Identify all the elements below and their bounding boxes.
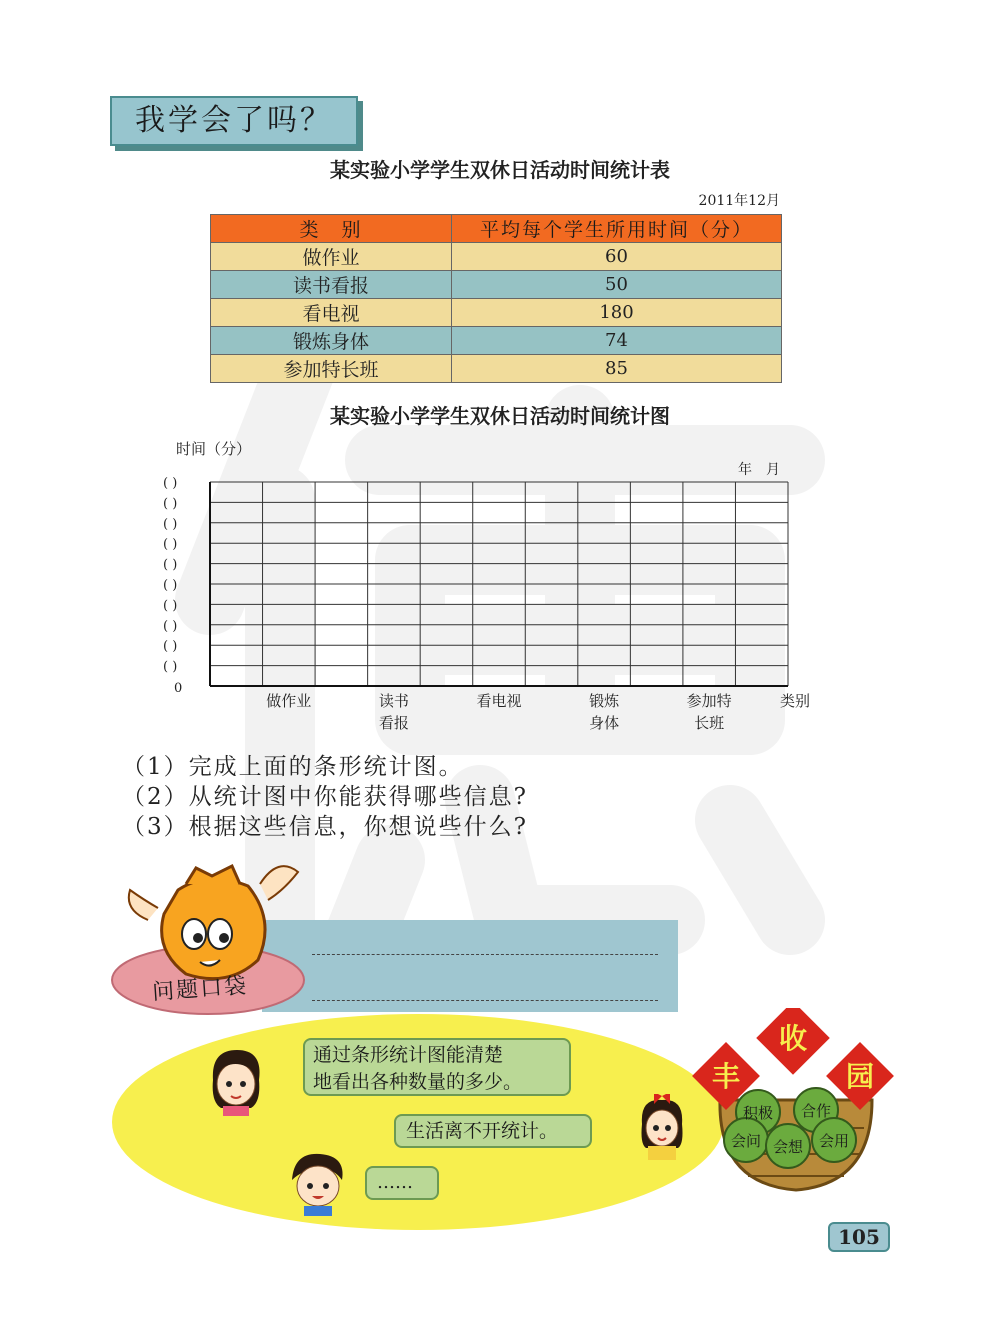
sign-char: 丰	[711, 1060, 741, 1093]
x-category-label: 参加特	[686, 692, 732, 710]
header-category: 类 别	[211, 215, 452, 243]
table-row	[211, 271, 782, 299]
table-row	[211, 243, 782, 271]
hand-icon	[260, 866, 298, 900]
table-title: 某实验小学学生双休日活动时间统计表	[330, 158, 670, 182]
harvest-basket	[688, 1008, 898, 1198]
boy-avatar	[286, 1150, 350, 1216]
question-2: （2）从统计图中你能获得哪些信息?	[122, 784, 528, 810]
girl-avatar	[205, 1046, 267, 1116]
row-minutes: 60	[452, 243, 782, 271]
table-date: 2011年12月	[698, 193, 780, 209]
speech-bubble-1	[303, 1038, 571, 1096]
bubble-line-2: 地看出各种数量的多少。	[313, 1071, 523, 1093]
eye-icon	[208, 919, 232, 949]
y-tick-blank[interactable]: ( )	[163, 618, 178, 634]
sign-char: 园	[845, 1060, 875, 1093]
pocket-top	[186, 866, 240, 884]
hand-icon	[129, 890, 158, 920]
apple-label: 合作	[800, 1102, 832, 1120]
table-row	[211, 299, 782, 327]
y-tick-blank[interactable]: ( )	[163, 476, 178, 491]
answer-line-1[interactable]	[312, 954, 658, 955]
speech-bubble-2: 生活离不开统计。	[394, 1114, 592, 1148]
activity-time-table	[210, 214, 782, 383]
x-category-label: 身体	[589, 714, 620, 732]
apple-label: 会想	[772, 1138, 804, 1156]
y-tick-blank[interactable]: ( )	[163, 639, 178, 655]
bar-chart-grid	[0, 430, 1000, 750]
question-list	[122, 752, 528, 842]
x-axis-label: 类别	[780, 692, 811, 710]
y-tick-blank[interactable]: ( )	[163, 516, 178, 532]
apple-label: 会用	[818, 1132, 850, 1150]
question-3: （3）根据这些信息，你想说些什么?	[122, 814, 528, 840]
y-tick-blank[interactable]: ( )	[163, 537, 178, 553]
x-category-label: 看报	[378, 714, 409, 732]
date-blank: 年 月	[738, 462, 780, 478]
section-title: 我学会了吗？	[110, 96, 358, 146]
table-header-row	[211, 215, 782, 243]
row-category: 看电视	[211, 299, 452, 327]
header-minutes: 平均每个学生所用时间（分）	[452, 215, 782, 243]
y-tick-blank[interactable]: ( )	[163, 578, 178, 593]
speech-bubble-3: ……	[365, 1166, 439, 1200]
x-category-label: 看电视	[476, 692, 522, 710]
zero-tick: 0	[174, 681, 183, 696]
y-tick-blank[interactable]: ( )	[163, 659, 178, 675]
chart-title: 某实验小学学生双休日活动时间统计图	[330, 404, 670, 428]
answer-panel	[262, 920, 678, 1012]
table-row	[211, 327, 782, 355]
row-minutes: 85	[452, 355, 782, 383]
question-1: （1）完成上面的条形统计图。	[122, 754, 464, 780]
y-tick-blank[interactable]: ( )	[163, 598, 178, 614]
x-category-label: 长班	[694, 714, 725, 732]
row-category: 读书看报	[211, 271, 452, 299]
sign-char: 收	[778, 1022, 808, 1055]
y-tick-blank[interactable]: ( )	[163, 496, 178, 512]
x-category-label: 做作业	[266, 692, 312, 710]
bubble-line-1: 通过条形统计图能清楚	[313, 1044, 504, 1066]
girl-avatar-right	[634, 1094, 690, 1164]
y-axis-label: 时间（分）	[176, 440, 252, 458]
row-category: 做作业	[211, 243, 452, 271]
answer-line-2[interactable]	[312, 1000, 658, 1001]
apple-label: 积极	[742, 1104, 774, 1122]
y-tick-blank[interactable]: ( )	[163, 557, 178, 573]
table-row	[211, 355, 782, 383]
pocket-label: 问题口袋	[151, 973, 249, 1006]
row-minutes: 74	[452, 327, 782, 355]
eye-icon	[182, 919, 206, 949]
apple-label: 会问	[730, 1132, 762, 1150]
page-number: 105	[828, 1222, 890, 1252]
x-category-label: 锻炼	[589, 692, 620, 710]
row-category: 参加特长班	[211, 355, 452, 383]
x-category-label: 读书	[378, 692, 409, 710]
row-minutes: 50	[452, 271, 782, 299]
row-minutes: 180	[452, 299, 782, 327]
row-category: 锻炼身体	[211, 327, 452, 355]
